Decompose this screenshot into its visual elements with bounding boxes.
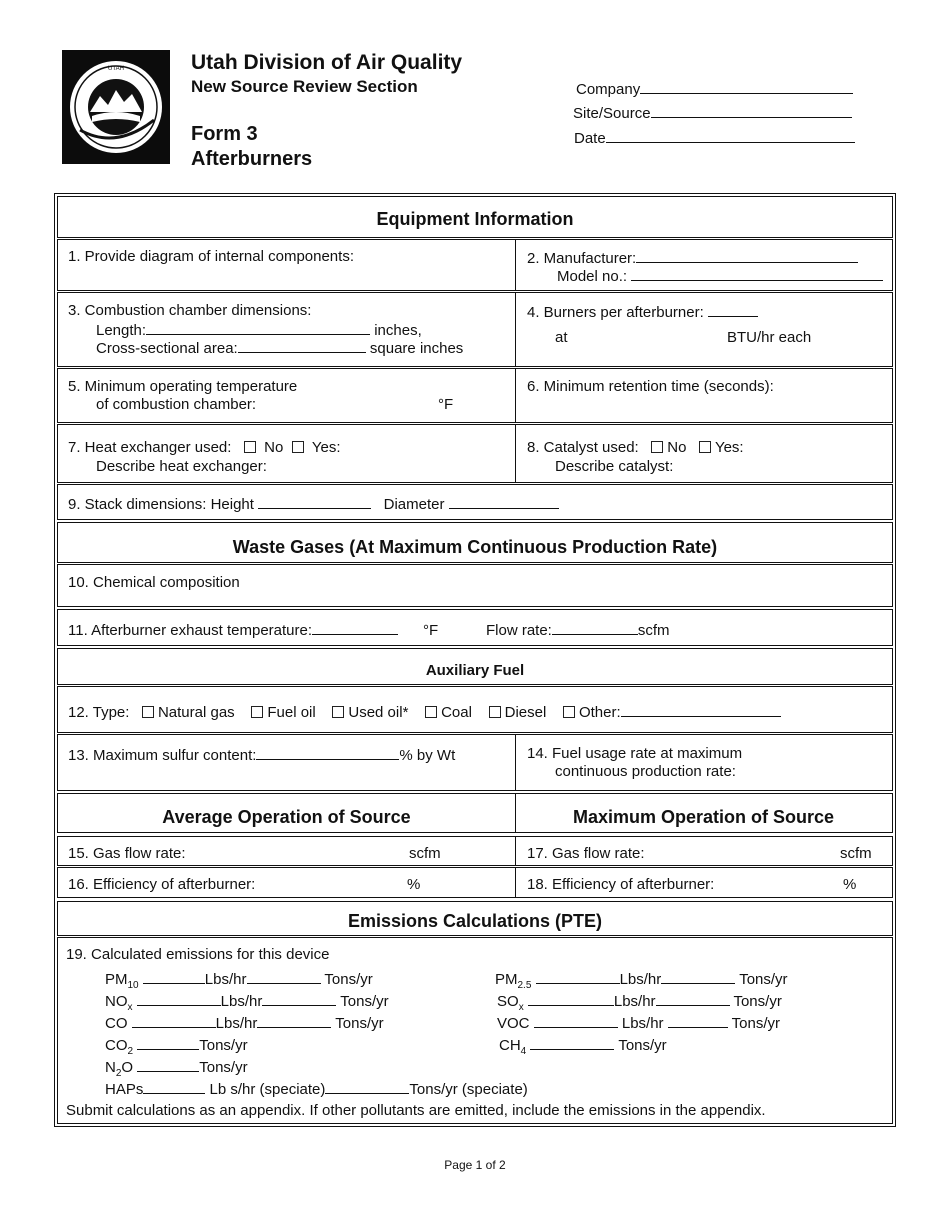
q18-unit: % bbox=[843, 876, 857, 893]
q16-label: 16. Efficiency of afterburner: bbox=[68, 876, 256, 893]
n2o-field[interactable]: $N_2O$ Tons/yr bbox=[105, 1059, 248, 1079]
equipment-title: Equipment Information bbox=[376, 209, 574, 229]
company-field[interactable] bbox=[576, 79, 853, 98]
fuel-diesel-checkbox[interactable] bbox=[489, 706, 501, 718]
q19-label: 19. Calculated emissions for this device bbox=[66, 946, 330, 963]
q3-label: 3. Combustion chamber dimensions: bbox=[68, 302, 312, 319]
form-name: Afterburners bbox=[191, 148, 313, 170]
operation-row-15 bbox=[57, 836, 893, 866]
equipment-row-5 bbox=[57, 484, 893, 520]
section-title: New Source Review Section bbox=[191, 77, 418, 96]
equipment-row-1 bbox=[57, 239, 893, 291]
q4-btu: BTU/hr each bbox=[727, 329, 812, 346]
site-field[interactable] bbox=[573, 103, 852, 122]
q11-flow-field[interactable]: Flow rate: scfm bbox=[486, 622, 670, 639]
nox-field[interactable]: $NO_x$ Lbs/hr Tons/yr bbox=[105, 993, 389, 1013]
equipment-row-3 bbox=[57, 368, 893, 423]
emissions-note: Submit calculations as an appendix. If other pollutants are emitted, include the emissions in the appendix. bbox=[66, 1102, 766, 1119]
q3-area-field[interactable]: Cross-sectional area: square inches bbox=[96, 340, 464, 357]
aux-section-header bbox=[57, 648, 893, 685]
q13-sulfur-field[interactable]: 13. Maximum sulfur content: % by Wt bbox=[68, 747, 456, 764]
aux-row-12 bbox=[57, 686, 893, 733]
q4-at: at bbox=[555, 329, 568, 346]
q8-no-checkbox[interactable] bbox=[651, 441, 663, 453]
emissions-title: Emissions Calculations (PTE) bbox=[347, 911, 603, 931]
q5-label-b: of combustion chamber: bbox=[96, 396, 257, 413]
sox-field[interactable]: $SO_x$ Lbs/hr Tons/yr bbox=[497, 993, 782, 1013]
fuel-other-checkbox[interactable] bbox=[563, 706, 575, 718]
q7-no-checkbox[interactable] bbox=[244, 441, 256, 453]
q5-label: 5. Minimum operating temperature bbox=[68, 378, 298, 395]
q14-label-b: continuous production rate: bbox=[555, 763, 736, 780]
date-label: Date bbox=[574, 130, 606, 147]
pm10-field[interactable]: $PM_{10}$ Lbs/hr Tons/yr bbox=[105, 971, 373, 991]
waste-section-header bbox=[57, 522, 893, 563]
q1-label: 1. Provide diagram of internal components: bbox=[68, 248, 354, 265]
q18-label: 18. Efficiency of afterburner: bbox=[527, 876, 715, 893]
q14-label: 14. Fuel usage rate at maximum bbox=[527, 745, 743, 762]
avg-operation-title: Average Operation of Source bbox=[162, 807, 411, 827]
fuel-natural-gas-checkbox[interactable] bbox=[142, 706, 154, 718]
fuel-coal-checkbox[interactable] bbox=[425, 706, 437, 718]
q3-length-field[interactable]: Length: inches, bbox=[96, 322, 422, 339]
aux-row-13 bbox=[57, 734, 893, 791]
q15-unit: scfm bbox=[409, 845, 441, 862]
q8-label: 8. Catalyst used: No Yes: bbox=[527, 439, 744, 456]
udeq-logo bbox=[62, 50, 170, 164]
q11-temp-field[interactable]: 11. Afterburner exhaust temperature: °F bbox=[68, 622, 439, 639]
q5-unit: °F bbox=[438, 396, 454, 413]
waste-row-11 bbox=[57, 609, 893, 646]
q15-label: 15. Gas flow rate: bbox=[68, 845, 186, 862]
q8-yes-checkbox[interactable] bbox=[699, 441, 711, 453]
q7-yes-checkbox[interactable] bbox=[292, 441, 304, 453]
operation-row-16 bbox=[57, 867, 893, 898]
q9-stack-field[interactable]: 9. Stack dimensions: Height Diameter bbox=[68, 494, 559, 513]
emissions-body bbox=[57, 937, 893, 1124]
equipment-section-header bbox=[57, 196, 893, 238]
aux-title: Auxiliary Fuel bbox=[425, 662, 525, 679]
equipment-row-2 bbox=[57, 292, 893, 367]
q17-label: 17. Gas flow rate: bbox=[527, 845, 645, 862]
pm25-field[interactable]: $PM_{2.5}$ Lbs/hr Tons/yr bbox=[495, 971, 788, 991]
waste-row-10 bbox=[57, 564, 893, 607]
co2-field[interactable]: $CO_2$ Tons/yr bbox=[105, 1037, 248, 1057]
q7-describe: Describe heat exchanger: bbox=[96, 458, 267, 475]
form-number: Form 3 bbox=[191, 123, 258, 145]
co-field[interactable]: CO Lbs/hr Tons/yr bbox=[105, 1015, 384, 1032]
q16-unit: % bbox=[407, 876, 421, 893]
q2-model-field[interactable]: Model no.: bbox=[557, 266, 883, 285]
haps-field[interactable]: HAPs Lb s/hr (speciate) Tons/yr (speciate) bbox=[105, 1081, 528, 1098]
q4-burners-field[interactable]: 4. Burners per afterburner: bbox=[527, 302, 758, 321]
ch4-field[interactable]: $CH_4$ Tons/yr bbox=[499, 1037, 667, 1057]
q17-unit: scfm bbox=[840, 845, 872, 862]
q7-label: 7. Heat exchanger used: No Yes: bbox=[68, 439, 341, 456]
max-operation-title: Maximum Operation of Source bbox=[572, 807, 835, 827]
company-label: Company bbox=[576, 81, 641, 98]
page-number: Page 1 of 2 bbox=[444, 1158, 506, 1172]
q6-label: 6. Minimum retention time (seconds): bbox=[527, 378, 774, 395]
q2-manufacturer-field[interactable]: 2. Manufacturer: bbox=[527, 248, 858, 267]
q8-describe: Describe catalyst: bbox=[555, 458, 674, 475]
operation-section-header bbox=[57, 793, 893, 833]
q10-label: 10. Chemical composition bbox=[68, 574, 240, 591]
agency-title: Utah Division of Air Quality bbox=[191, 51, 463, 74]
site-label: Site/Source bbox=[573, 105, 651, 122]
fuel-used-oil-checkbox[interactable] bbox=[332, 706, 344, 718]
emissions-section-header bbox=[57, 901, 893, 936]
date-field[interactable] bbox=[574, 128, 855, 147]
waste-title: Waste Gases (At Maximum Continuous Production Rate) bbox=[232, 537, 718, 557]
q12-type: 12. Type: Natural gas Fuel oil Used oil* Coal Diesel Other: bbox=[68, 702, 781, 721]
voc-field[interactable]: VOC Lbs/hr Tons/yr bbox=[497, 1015, 780, 1032]
fuel-oil-checkbox[interactable] bbox=[251, 706, 263, 718]
logo-text-top: UTAH bbox=[108, 66, 124, 72]
equipment-row-4 bbox=[57, 424, 893, 483]
